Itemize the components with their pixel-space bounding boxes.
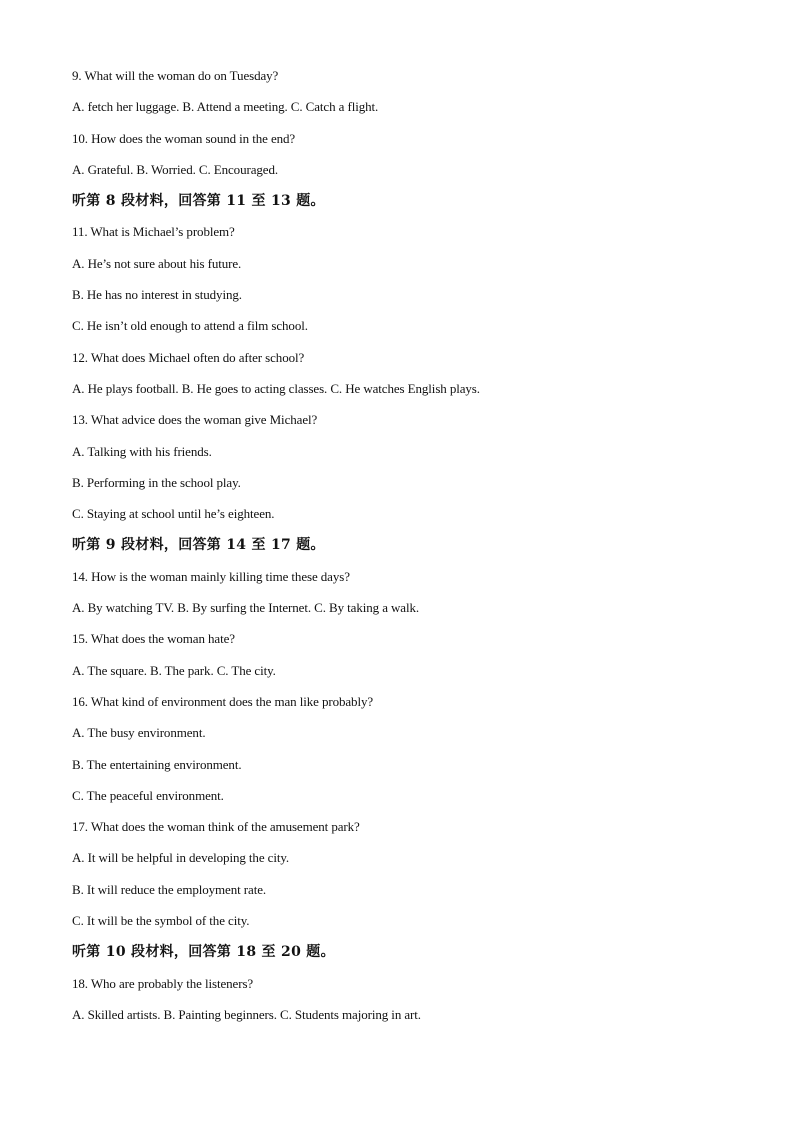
options-12: A. He plays football. B. He goes to acting classes. C. He watches English plays. [72,380,480,396]
options-15: A. The square. B. The park. C. The city. [72,662,276,678]
question-9: 9. What will the woman do on Tuesday? [72,68,279,83]
question-16: 16. What kind of environment does the man like probably? [72,693,374,709]
options-9: A. fetch her luggage. B. Attend a meeting. C. Catch a flight. [72,99,379,115]
question-17: 17. What does the woman think of the amusement park? [72,819,360,835]
question-14: 14. How is the woman mainly killing time these days? [72,568,350,584]
option-11-a: A. He’s not sure about his future. [72,255,242,271]
option-16-b: B. The entertaining environment. [72,756,242,772]
section-heading-9: 听第 9 段材料，回答第 14 至 17 题。 [72,537,325,554]
option-16-c: C. The peaceful environment. [72,787,224,803]
options-14: A. By watching TV. B. By surfing the Internet. C. By taking a walk. [72,600,420,616]
section-heading-10: 听第 10 段材料，回答第 18 至 20 题。 [72,944,335,961]
option-11-b: B. He has no interest in studying. [72,287,242,303]
option-13-b: B. Performing in the school play. [72,474,241,490]
option-11-c: C. He isn’t old enough to attend a film school. [72,318,308,334]
question-15: 15. What does the woman hate? [72,631,235,647]
question-18: 18. Who are probably the listeners? [72,975,254,991]
options-18: A. Skilled artists. B. Painting beginners. C. Students majoring in art. [72,1006,421,1022]
options-10: A. Grateful. B. Worried. C. Encouraged. [72,161,279,177]
question-12: 12. What does Michael often do after school? [72,349,305,365]
option-16-a: A. The busy environment. [72,725,206,741]
option-17-a: A. It will be helpful in developing the city. [72,850,290,866]
option-17-b: B. It will reduce the employment rate. [72,881,267,897]
document-page [72,66,732,1036]
option-13-c: C. Staying at school until he’s eighteen. [72,506,275,522]
question-13: 13. What advice does the woman give Michael? [72,412,318,428]
question-10: 10. How does the woman sound in the end? [72,130,296,146]
question-11: 11. What is Michael’s problem? [72,224,235,240]
option-13-a: A. Talking with his friends. [72,443,212,459]
option-17-c: C. It will be the symbol of the city. [72,913,250,929]
section-heading-8: 听第 8 段材料，回答第 11 至 13 题。 [72,193,325,210]
